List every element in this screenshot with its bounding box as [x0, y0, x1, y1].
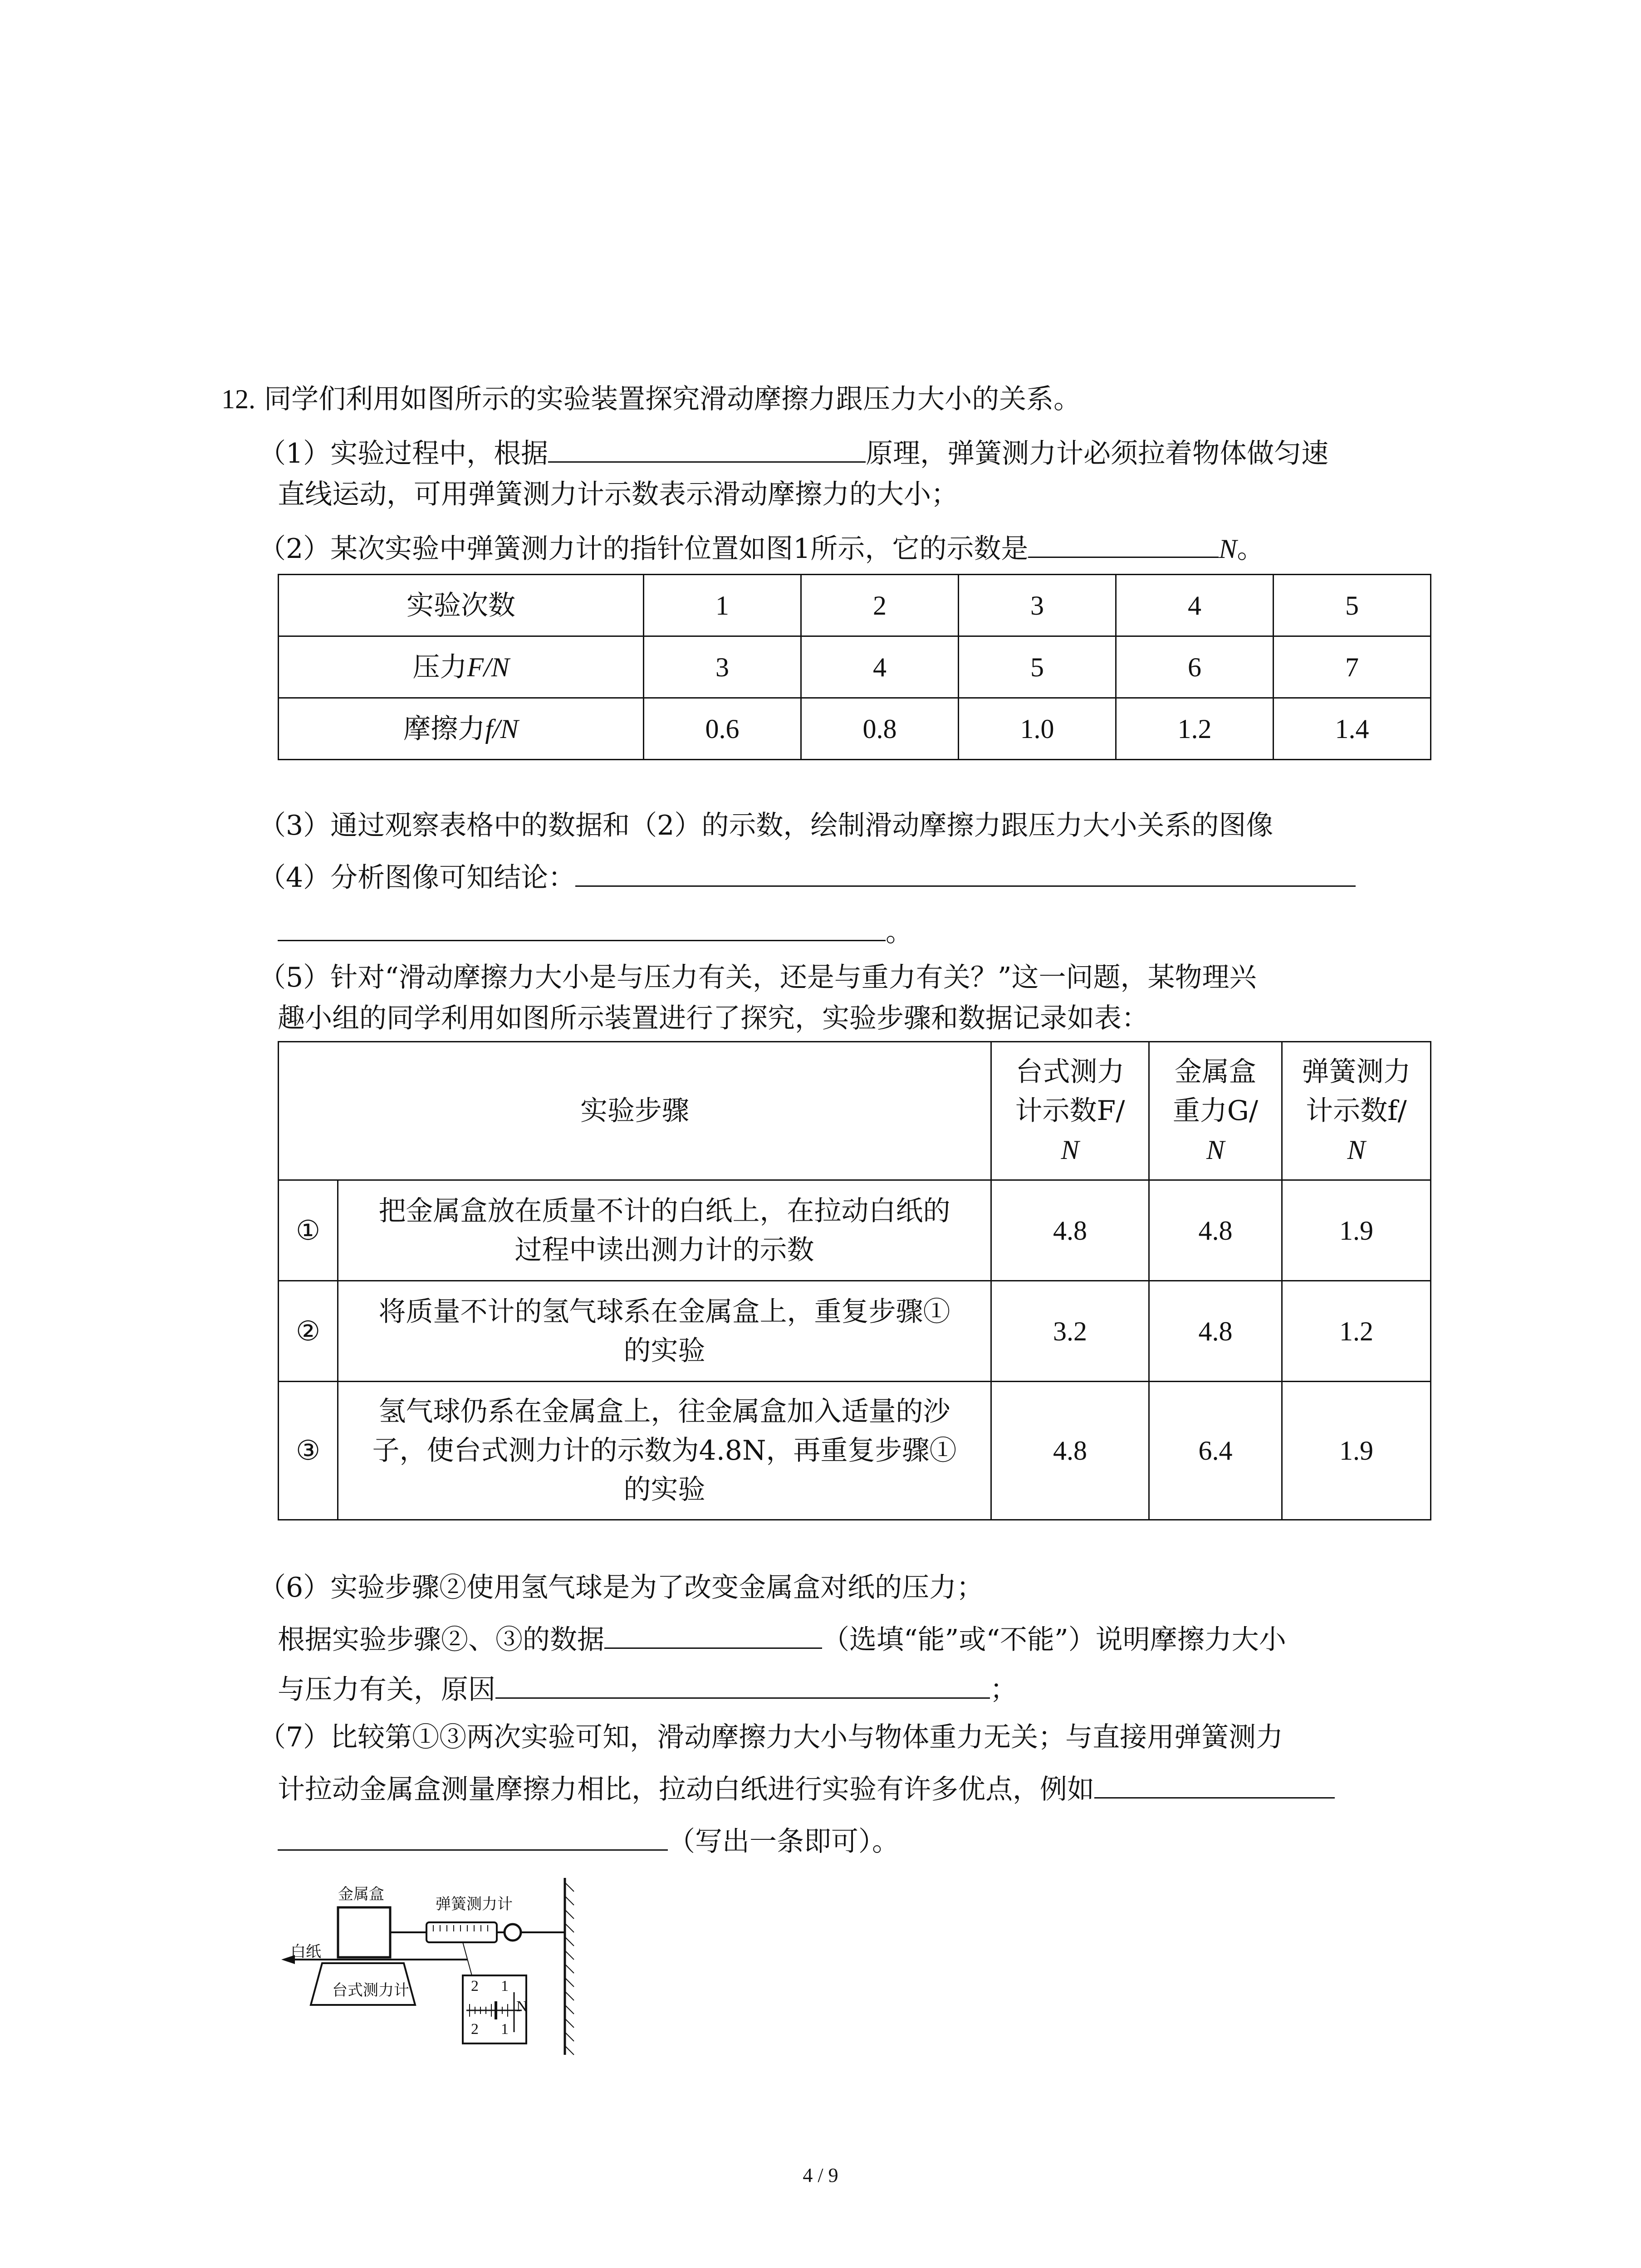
part6-text-b: 根据实验步骤②、③的数据: [278, 1624, 604, 1656]
header-col3-line2: 计示数f/: [1306, 1095, 1407, 1127]
table2-row-3: [279, 1382, 1431, 1520]
table1-cell: 4: [801, 636, 959, 698]
table1-cell: 1.4: [1274, 698, 1431, 760]
header-col1-line: 台式测力: [1015, 1056, 1125, 1088]
step-line: 过程中读出测力计的示数: [514, 1234, 814, 1266]
table2-cell: 4.8: [1149, 1180, 1282, 1281]
step-line: 子，使台式测力计的示数为4.8N，再重复步骤①: [372, 1435, 957, 1466]
table2-cell: 1.9: [1282, 1382, 1431, 1520]
table1-cell: 2: [801, 575, 959, 636]
part6-text-d: 与压力有关，原因: [278, 1674, 495, 1706]
part6-line1: [259, 1569, 984, 1606]
step-line: 把金属盒放在质量不计的白纸上，在拉动白纸的: [378, 1195, 950, 1227]
part5-text-a: （5）针对“滑动摩擦力大小是与压力有关，还是与重力有关？”这一问题，某物理兴: [259, 962, 1257, 993]
data-table-1: [278, 574, 1431, 760]
table2-cell: 1.9: [1282, 1180, 1431, 1281]
part2-blank[interactable]: [1028, 528, 1219, 558]
table1-cell: 0.8: [801, 698, 959, 760]
part1-text-c: 直线运动，可用弹簧测力计示数表示滑动摩擦力的大小；: [278, 479, 958, 510]
part4-line2: [278, 912, 913, 950]
header-col2-line2: 重力G/: [1172, 1095, 1259, 1127]
table1-cell: 1.2: [1116, 698, 1274, 760]
table2-cell: 6.4: [1149, 1382, 1282, 1520]
table2-step-mark: ③: [279, 1382, 338, 1520]
header-col1-line2: [992, 1091, 1148, 1130]
header-col3-line: 弹簧测力: [1302, 1056, 1411, 1088]
table1-cell: 1.0: [959, 698, 1116, 760]
question-number: 12.: [221, 384, 255, 414]
header-col1-unit: N: [1061, 1135, 1079, 1165]
part1-text-a: （1）实验过程中，根据: [259, 438, 549, 469]
experiment-figure: [277, 1873, 585, 2059]
part1-line2: [278, 476, 958, 513]
part4-text: （4）分析图像可知结论：: [259, 862, 576, 894]
part4-blank-1[interactable]: [575, 857, 1356, 887]
table2-cell: 4.8: [991, 1180, 1149, 1281]
table2-cell: 4.8: [1149, 1281, 1282, 1382]
dial-bottom-right: 1: [501, 2021, 509, 2038]
part3-line: [259, 807, 1273, 844]
table1-row-friction: [279, 698, 1431, 760]
table1-cell: 5: [1274, 575, 1431, 636]
friction-label: 摩擦力: [403, 713, 485, 745]
header-col3-unit: N: [1347, 1135, 1366, 1165]
step-line: 氢气球仍系在金属盒上，往金属盒加入适量的沙: [378, 1396, 950, 1427]
table1-cell: 4: [1116, 575, 1274, 636]
label-table-scale: 台式测力计: [332, 1981, 409, 1999]
part7-blank-2[interactable]: [278, 1821, 668, 1851]
data-table-2: [278, 1041, 1431, 1520]
step-line: 的实验: [623, 1474, 705, 1505]
part7-blank-1[interactable]: [1094, 1769, 1335, 1799]
part7-line2: [278, 1769, 1335, 1808]
table1-cell: 3: [644, 636, 801, 698]
part2-end: 。: [1237, 533, 1264, 565]
header-col1-text: 计示数F/: [1015, 1095, 1125, 1127]
part7-line1: [259, 1719, 1283, 1755]
label-spring-scale: 弹簧测力计: [436, 1895, 513, 1913]
part2-text: （2）某次实验中弹簧测力计的指针位置如图1所示，它的示数是: [259, 533, 1029, 565]
part5-line2: [278, 1000, 1149, 1036]
part4-blank-2[interactable]: [278, 912, 886, 941]
part2-unit: N: [1219, 534, 1237, 564]
step-line: 将质量不计的氢气球系在金属盒上，重复步骤①: [378, 1295, 950, 1328]
part1-text-b: 原理，弹簧测力计必须拉着物体做匀速: [866, 438, 1329, 469]
dial-pointer: [495, 2001, 497, 2019]
part7-line3: [278, 1821, 899, 1860]
table1-cell: 6: [1116, 636, 1274, 698]
table2-cell: 3.2: [991, 1281, 1149, 1382]
table2-step-mark: ②: [279, 1281, 338, 1382]
part6-text-c: （选填“能”或“不能”）说明摩擦力大小: [822, 1624, 1286, 1656]
dial-top-right: 1: [501, 1978, 509, 1994]
table2-header-col2: [1149, 1042, 1282, 1180]
ring-icon: [505, 1924, 521, 1941]
question-stem-line: [221, 381, 1081, 417]
table2-row-2: [279, 1281, 1431, 1382]
table2-header-col3: [1282, 1042, 1431, 1180]
header-col2-line: 金属盒: [1175, 1056, 1256, 1088]
question-stem: 同学们利用如图所示的实验装置探究滑动摩擦力跟压力大小的关系。: [264, 383, 1081, 415]
table1-row-pressure: [279, 636, 1431, 698]
table2-step-desc: [338, 1382, 991, 1520]
table1-cell: 3: [959, 575, 1116, 636]
table2-header-row: [279, 1042, 1431, 1180]
table1-cell: 0.6: [644, 698, 801, 760]
label-white-paper: 白纸: [290, 1943, 321, 1961]
part6-end: ；: [990, 1674, 1017, 1706]
part5-text-b: 趣小组的同学利用如图所示装置进行了探究，实验步骤和数据记录如表：: [278, 1002, 1149, 1034]
step-line: 的实验: [623, 1334, 705, 1367]
part6-line3: [278, 1669, 1017, 1708]
header-col2-unit: N: [1206, 1135, 1225, 1165]
spring-scale-body: [426, 1922, 497, 1942]
pressure-var: F/N: [467, 652, 509, 682]
part7-text-c: （写出一条即可）。: [668, 1826, 899, 1857]
dial-top-left: 2: [471, 1978, 479, 1994]
table1-header-pressure: [279, 636, 644, 698]
table2-cell: 4.8: [991, 1382, 1149, 1520]
part1-line1: [259, 433, 1328, 472]
dial-unit: N: [516, 1998, 528, 2015]
table2-step-desc: [338, 1180, 991, 1281]
part4-line1: [259, 857, 1356, 896]
part3-text: （3）通过观察表格中的数据和（2）的示数，绘制滑动摩擦力跟压力大小关系的图像: [259, 810, 1274, 841]
part5-line1: [259, 959, 1257, 996]
table1-row-trials: [279, 575, 1431, 636]
part7-text-a: （7）比较第①③两次实验可知，滑动摩擦力大小与物体重力无关；与直接用弹簧测力: [259, 1721, 1283, 1753]
table2-row-1: [279, 1180, 1431, 1281]
table1-cell: 7: [1274, 636, 1431, 698]
pressure-label: 压力: [412, 651, 467, 683]
part6-blank-1[interactable]: [604, 1619, 822, 1649]
table2-header-steps: 实验步骤: [279, 1042, 991, 1180]
label-metal-box: 金属盒: [338, 1885, 384, 1903]
table1-cell: 1: [644, 575, 801, 636]
part6-text-a: （6）实验步骤②使用氢气球是为了改变金属盒对纸的压力；: [259, 1572, 984, 1603]
part7-text-b: 计拉动金属盒测量摩擦力相比，拉动白纸进行实验有许多优点，例如: [278, 1774, 1094, 1805]
page-number: 4 / 9: [803, 2164, 838, 2186]
part2-line: [259, 528, 1264, 567]
table2-step-mark: ①: [279, 1180, 338, 1281]
part4-end: 。: [886, 916, 913, 948]
table2-cell: 1.2: [1282, 1281, 1431, 1382]
table1-header-trials: 实验次数: [279, 575, 644, 636]
part1-blank[interactable]: [548, 433, 866, 463]
part6-line2: [278, 1619, 1286, 1658]
friction-var: f/N: [485, 714, 519, 744]
table2-header-col1: [991, 1042, 1149, 1180]
metal-box: [338, 1907, 390, 1957]
table2-step-desc: [338, 1281, 991, 1382]
part6-blank-2[interactable]: [495, 1669, 990, 1699]
dial-bottom-left: 2: [471, 2021, 479, 2038]
table1-cell: 5: [959, 636, 1116, 698]
wall-hatching: [565, 1882, 574, 2055]
table1-header-friction: [279, 698, 644, 760]
